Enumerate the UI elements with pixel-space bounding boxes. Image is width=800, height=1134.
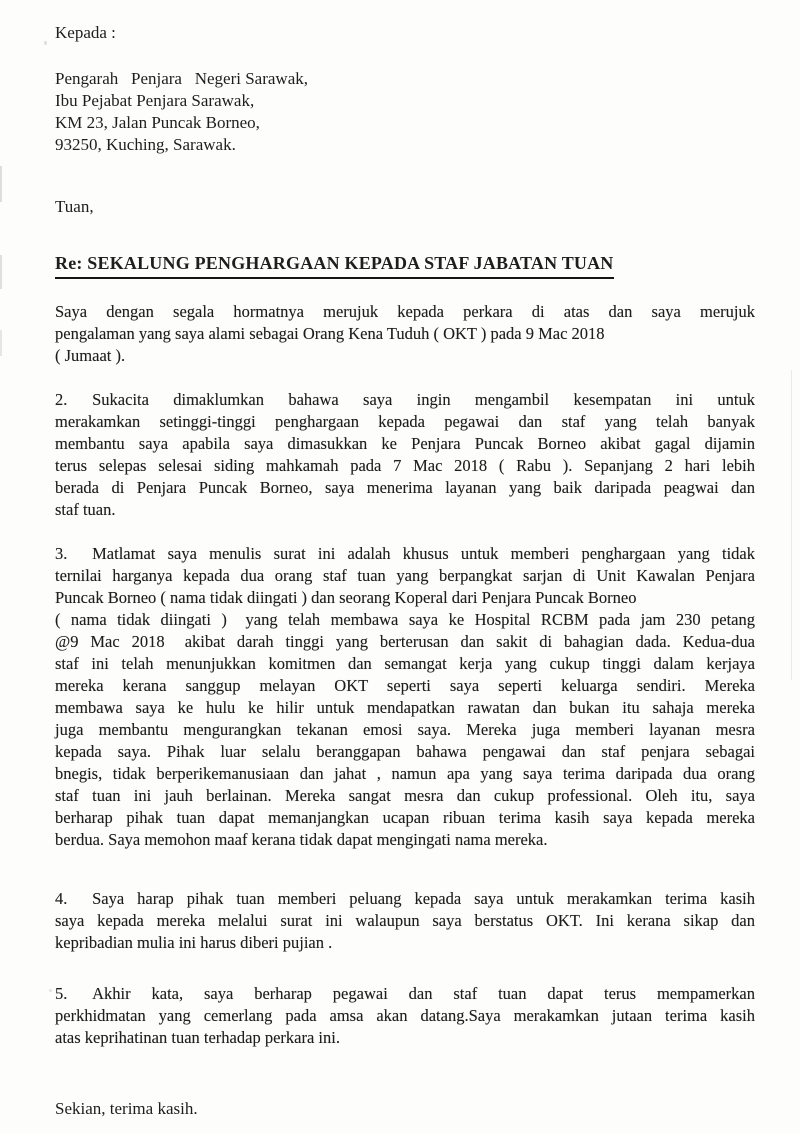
paragraph-line: Saya dengan segala hormatnya merujuk kepada perkara di atas dan saya merujuk: [55, 302, 755, 321]
salutation: Tuan,: [55, 197, 94, 216]
paragraph-line: Puncak Borneo ( nama tidak diingati ) dan seorang Koperal dari Penjara Puncak Borneo: [55, 588, 637, 607]
paragraph-line: berada di Penjara Puncak Borneo, saya menerima layanan yang baik daripada peagwai dan: [55, 478, 755, 497]
recipient-label: Kepada :: [55, 23, 116, 42]
paragraph-line: ( nama tidak diingati ) yang telah membawa saya ke Hospital RCBM pada jam 230 petang: [55, 610, 755, 629]
paragraph-line: bnegis, tidak berperikemanusiaan dan jahat , namun apa yang saya terima daripada dua orang: [55, 764, 755, 783]
letter-content: [55, 0, 755, 1120]
scan-artifact: [0, 255, 2, 289]
scan-artifact: [791, 370, 792, 680]
paragraph: [55, 983, 755, 1049]
paragraph-line: 4. Saya harap pihak tuan memberi peluang kepada saya untuk merakamkan terima kasih: [55, 889, 755, 908]
paragraph-line: saya kepada mereka melalui surat ini walaupun saya berstatus OKT. Ini kerana sikap dan: [55, 911, 755, 930]
paragraph: [55, 888, 755, 954]
letter-body: [55, 301, 755, 1049]
recipient-address: [55, 68, 755, 156]
paragraph-line: staf tuan.: [55, 500, 116, 519]
scan-artifact: [44, 41, 47, 45]
paragraph-line: terus selepas selesai siding mahkamah pada 7 Mac 2018 ( Rabu ). Sepanjang 2 hari lebih: [55, 456, 755, 475]
paragraph-line: staf ini telah menunjukkan komitmen dan semangat kerja yang cukup tinggi dalam kerjaya: [55, 654, 755, 673]
subject-heading: Re: SEKALUNG PENGHARGAAN KEPADA STAF JABATAN TUAN: [55, 252, 614, 279]
closing-line: Sekian, terima kasih.: [55, 1099, 198, 1118]
paragraph-line: 2. Sukacita dimaklumkan bahawa saya ingin mengambil kesempatan ini untuk: [55, 390, 755, 409]
paragraph-line: membantu saya apabila saya dimasukkan ke Penjara Puncak Borneo akibat gagal dijamin: [55, 434, 755, 453]
paragraph-line: perkhidmatan yang cemerlang pada amsa akan datang.Saya merakamkan jutaan terima kasih: [55, 1006, 755, 1025]
paragraph-line: mereka kerana sanggup melayan OKT seperti saya seperti keluarga sendiri. Mereka: [55, 676, 755, 695]
paragraph-line: pengalaman yang saya alami sebagai Orang Kena Tuduh ( OKT ) pada 9 Mac 2018: [55, 324, 605, 343]
paragraph-line: membawa saya ke hulu ke hilir untuk mendapatkan rawatan dan bukan itu sahaja mereka: [55, 698, 755, 717]
paragraph: [55, 389, 755, 521]
scan-artifact: [49, 989, 52, 992]
paragraph-line: kepada saya. Pihak luar selalu beranggapan bahawa pengawai dan staf penjara sebagai: [55, 742, 755, 761]
paragraph-line: merakamkan setinggi-tinggi penghargaan kepada pegawai dan staf yang telah banyak: [55, 412, 755, 431]
address-line: Ibu Pejabat Penjara Sarawak,: [55, 91, 255, 110]
address-line: KM 23, Jalan Puncak Borneo,: [55, 113, 260, 132]
paragraph-line: ternilai harganya kepada dua orang staf tuan yang berpangkat sarjan di Unit Kawalan Penjara: [55, 566, 755, 585]
scan-artifact: [0, 166, 2, 202]
paragraph: [55, 543, 755, 851]
subject-line: [55, 252, 755, 279]
paragraph-line: 3. Matlamat saya menulis surat ini adalah khusus untuk memberi penghargaan yang tidak: [55, 544, 755, 563]
address-line: 93250, Kuching, Sarawak.: [55, 135, 236, 154]
paragraph-line: @9 Mac 2018 akibat darah tinggi yang berterusan dan sakit di bahagian dada. Kedua-dua: [55, 632, 755, 651]
paragraph-line: juga membantu mengurangkan tekanan emosi saya. Mereka juga memberi layanan mesra: [55, 720, 755, 739]
paragraph-line: kepribadian mulia ini harus diberi pujian .: [55, 933, 333, 952]
paragraph-line: staf tuan ini jauh berlainan. Mereka sangat mesra dan cukup professional. Oleh itu, saya: [55, 786, 755, 805]
address-line: Pengarah Penjara Negeri Sarawak,: [55, 69, 309, 88]
scan-artifact: [0, 330, 2, 356]
paragraph: [55, 301, 755, 367]
paragraph-line: berdua. Saya memohon maaf kerana tidak dapat mengingati nama mereka.: [55, 830, 548, 849]
paragraph-line: atas keprihatinan tuan terhadap perkara ini.: [55, 1028, 340, 1047]
paragraph-line: 5. Akhir kata, saya berharap pegawai dan staf tuan dapat terus mempamerkan: [55, 984, 755, 1003]
paragraph-line: berharap pihak tuan dapat memanjangkan ucapan ribuan terima kasih saya kepada mereka: [55, 808, 755, 827]
paragraph-line: ( Jumaat ).: [55, 346, 126, 365]
